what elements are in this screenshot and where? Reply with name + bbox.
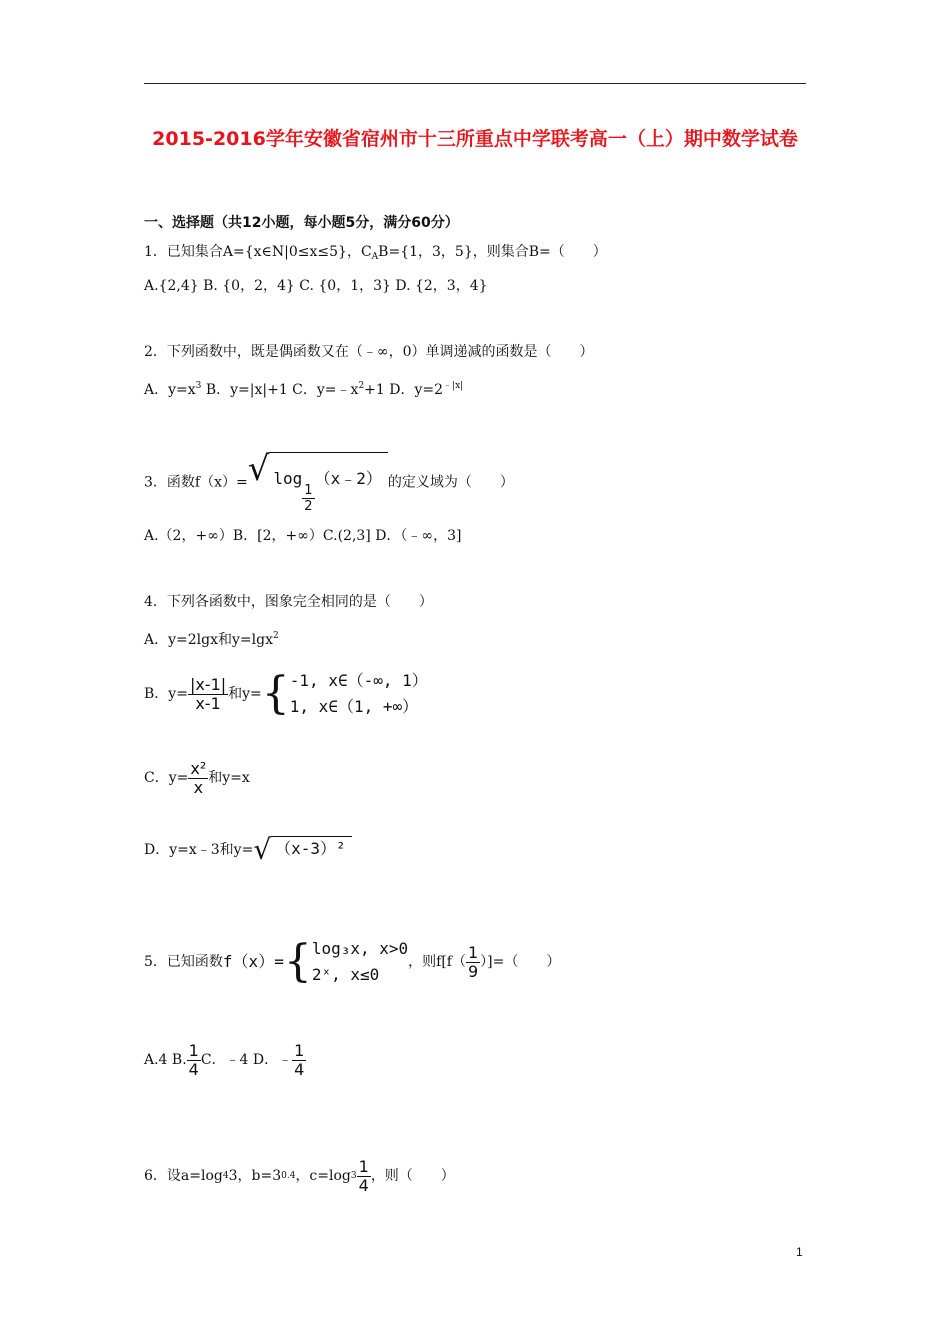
q6-exponent-b: 0.4 xyxy=(281,1171,296,1181)
q2-option-c-exponent: 2 xyxy=(358,381,365,391)
q3-radical xyxy=(247,449,388,514)
q1-stem-text-2: B={1，3，5}，则集合B=（ ） xyxy=(378,244,607,260)
q4-option-b-fraction xyxy=(188,674,228,713)
q4-b-denominator: x-1 xyxy=(195,693,221,713)
q3-options: A.（2，+∞）B．[2，+∞）C.(2,3] D．（﹣∞，3] xyxy=(144,528,462,544)
q5-options xyxy=(144,1040,306,1080)
section-heading: 一、选择题（共12小题，每小题5分，满分60分） xyxy=(144,215,459,231)
q4-option-a-text: A．y=2lgx和y=lgx xyxy=(144,632,273,648)
q2-option-b: B．y=|x|+1 C．y=﹣x xyxy=(201,382,359,398)
q4-c-numerator: x² xyxy=(190,758,207,778)
q6-frac-den: 4 xyxy=(358,1175,369,1195)
q5-b-num: 1 xyxy=(188,1040,199,1060)
q5-options-c-d: C．﹣4 D．﹣ xyxy=(200,1052,293,1068)
q4-b-row2: 1, x∈（1, +∞） xyxy=(289,697,419,716)
q6-log-base-a: 4 xyxy=(222,1171,229,1181)
q2-option-a: A．y=x xyxy=(144,382,196,398)
q4-option-d-radical xyxy=(253,833,351,866)
q4-option-a xyxy=(144,626,279,650)
q2-option-c: +1 D．y=2 xyxy=(364,382,444,398)
q5-piecewise xyxy=(284,936,408,988)
q1-stem xyxy=(144,242,607,267)
q4-option-c-fraction xyxy=(188,758,208,797)
q5-stem xyxy=(144,934,560,990)
q5-row2: 2ˣ, x≤0 xyxy=(311,965,380,984)
q5-stem-text-2: ，则f[f（ xyxy=(408,954,466,970)
q4-option-a-exponent: 2 xyxy=(272,631,279,641)
q3-stem xyxy=(144,449,514,514)
q2-option-a-exponent: 3 xyxy=(195,381,202,391)
q4-option-d xyxy=(144,832,352,868)
q6-text-b: 3，b=3 xyxy=(228,1168,282,1184)
q5-stem-text-3: ）]=（ ） xyxy=(480,954,561,970)
q4-option-b xyxy=(144,668,428,720)
q5-b-den: 4 xyxy=(188,1059,199,1079)
q6-frac-num: 1 xyxy=(358,1156,369,1176)
q2-stem: 2．下列函数中，既是偶函数又在（﹣∞，0）单调递减的函数是（ ） xyxy=(144,344,594,360)
q3-stem-text: 3．函数f（x）= xyxy=(144,474,248,491)
q1-stem-text: 1．已知集合A={x∈N|0≤x≤5}，C xyxy=(144,244,372,260)
q6-fraction xyxy=(357,1156,371,1195)
q3-radicand xyxy=(269,452,387,513)
q4-option-d-label: D．y=x﹣3和y= xyxy=(144,842,254,858)
q3-log-base xyxy=(302,484,314,513)
q4-stem: 4．下列各函数中，图象完全相同的是（ ） xyxy=(144,594,433,610)
q6-text-c: ，c=log xyxy=(295,1168,351,1184)
q4-option-c-post: 和y=x xyxy=(208,770,250,786)
brace-icon: { xyxy=(283,936,312,987)
q6-text-d: ，则（ ） xyxy=(370,1168,455,1184)
q5-option-d-fraction xyxy=(292,1040,306,1079)
q6-log-base-c: 3 xyxy=(350,1171,357,1181)
q2-option-d-exponent: ﹣|x| xyxy=(443,381,464,391)
q5-fraction xyxy=(466,942,480,981)
document-title: 2015-2016学年安徽省宿州市十三所重点中学联考高一（上）期中数学试卷 xyxy=(152,128,798,150)
q4-option-b-label: B．y= xyxy=(144,686,188,702)
sqrt-sign-icon: √ xyxy=(247,449,270,489)
q3-base-num: 1 xyxy=(304,483,313,498)
q5-d-num: 1 xyxy=(294,1040,305,1060)
brace-icon: { xyxy=(261,668,290,719)
q4-c-denominator: x xyxy=(193,777,204,797)
q4-d-radicand: （x-3）² xyxy=(271,836,352,859)
q6-text-a: 6．设a=log xyxy=(144,1168,223,1184)
q4-option-b-piecewise xyxy=(262,668,428,720)
q3-stem-text-2: 的定义域为（ ） xyxy=(387,474,514,491)
q5-stem-text: 5．已知函数 xyxy=(144,954,223,970)
q5-frac-num: 1 xyxy=(467,942,479,962)
q4-option-b-mid: 和y= xyxy=(228,686,262,702)
q5-options-a-b: A.4 B. xyxy=(144,1052,187,1068)
q5-d-den: 4 xyxy=(294,1059,305,1079)
q2-options xyxy=(144,376,463,400)
q5-row1: log₃x, x>0 xyxy=(311,939,409,958)
q4-b-row1: -1, x∈（-∞, 1） xyxy=(289,671,428,690)
q4-option-c xyxy=(144,752,250,804)
q5-option-b-fraction xyxy=(187,1040,201,1079)
q4-option-c-label: C．y= xyxy=(144,770,189,786)
q1-complement-subscript: A xyxy=(371,252,379,262)
sqrt-sign-icon: √ xyxy=(253,833,272,866)
header-rule xyxy=(144,83,806,84)
q6-stem xyxy=(144,1156,455,1196)
q3-log-arg: （x﹣2） xyxy=(314,469,382,488)
q5-frac-den: 9 xyxy=(467,961,479,981)
page-number: 1 xyxy=(796,1245,803,1259)
q3-log: log xyxy=(273,469,303,488)
q4-b-numerator: |x-1| xyxy=(189,674,227,694)
q3-base-den: 2 xyxy=(304,499,313,514)
q1-options: A.{2,4} B. {0，2，4} C. {0，1，3} D. {2，3，4} xyxy=(144,278,488,294)
q5-function-name: f（x）= xyxy=(222,952,284,971)
